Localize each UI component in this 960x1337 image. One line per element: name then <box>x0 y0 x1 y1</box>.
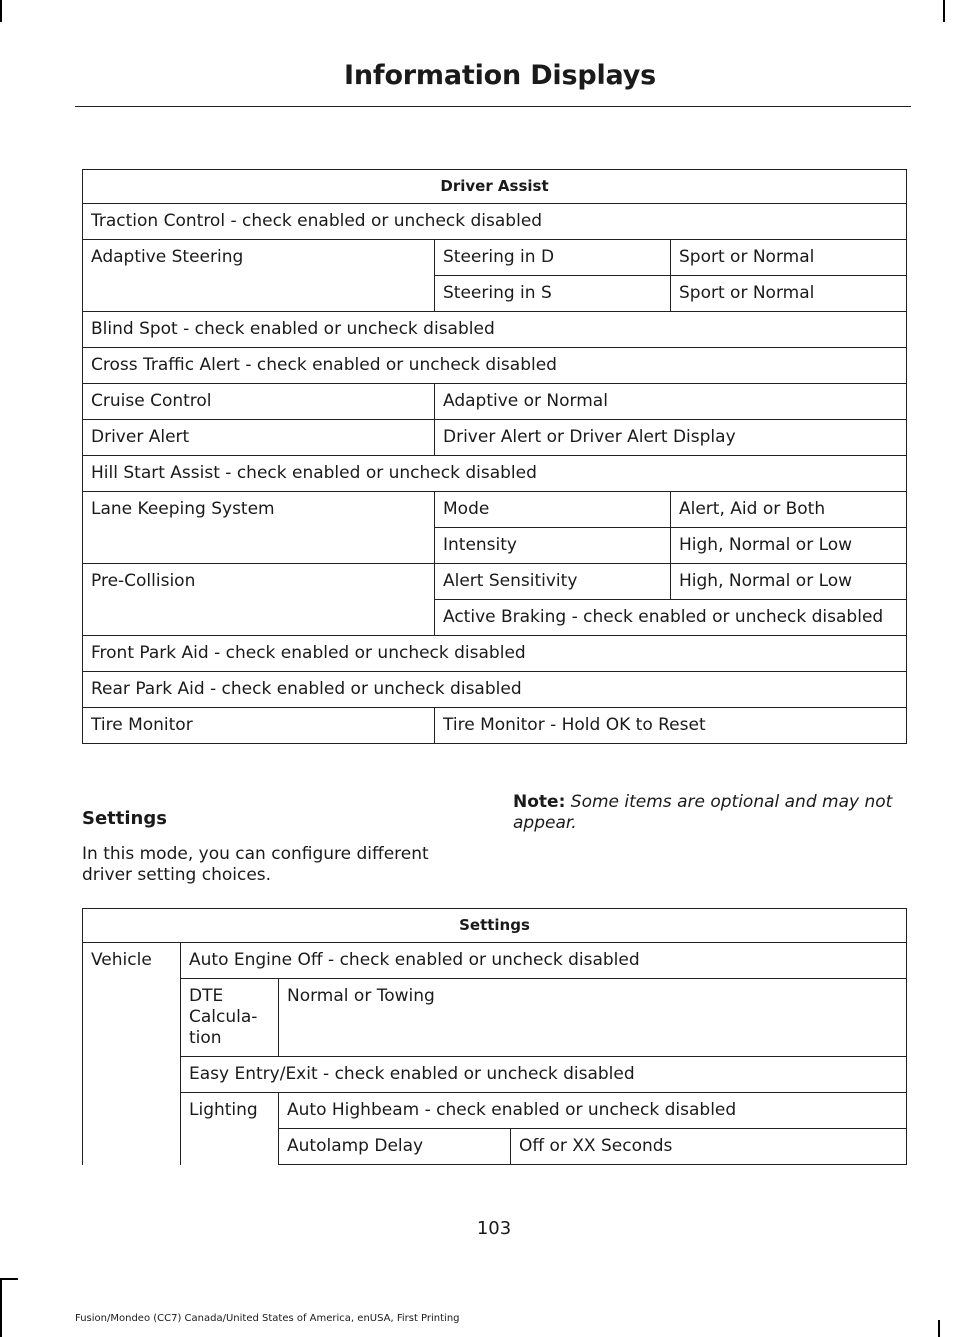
table-cell: Autolamp Delay <box>279 1129 511 1165</box>
table-cell: Traction Control - check enabled or uncheck disabled <box>83 204 907 240</box>
table-cell: Adaptive Steering <box>83 240 435 312</box>
table-row <box>83 384 907 420</box>
table-row <box>83 312 907 348</box>
table-heading: Settings <box>83 909 907 943</box>
table-row <box>83 348 907 384</box>
note-text: Some items are optional and may not appear. <box>513 792 893 833</box>
settings-table <box>82 908 907 1165</box>
table-cell: Intensity <box>435 528 671 564</box>
note-paragraph <box>513 792 908 834</box>
table-row <box>83 420 907 456</box>
crop-mark-bottom-right <box>938 1320 940 1337</box>
driver-assist-table <box>82 169 907 744</box>
table-row <box>83 492 907 528</box>
section-heading: Settings <box>82 808 167 829</box>
table-cell: Cross Traffic Alert - check enabled or uncheck disabled <box>83 348 907 384</box>
table-row <box>83 979 907 1057</box>
table-heading: Driver Assist <box>83 170 907 204</box>
crop-mark-top-right <box>943 0 945 22</box>
note-label: Note: <box>513 792 566 812</box>
table-row <box>83 240 907 276</box>
table-cell: Tire Monitor - Hold OK to Reset <box>435 708 907 744</box>
table-cell: Auto Engine Off - check enabled or uncheck disabled <box>181 943 907 979</box>
table-cell: Pre-Collision <box>83 564 435 636</box>
header-divider <box>75 106 911 107</box>
table-cell: Sport or Normal <box>671 276 907 312</box>
table-cell: Adaptive or Normal <box>435 384 907 420</box>
table-cell: Lane Keeping System <box>83 492 435 564</box>
table-row <box>83 564 907 600</box>
table-row <box>83 204 907 240</box>
table-cell: Front Park Aid - check enabled or uncheck disabled <box>83 636 907 672</box>
table-cell: Blind Spot - check enabled or uncheck disabled <box>83 312 907 348</box>
table-cell: Driver Alert or Driver Alert Display <box>435 420 907 456</box>
table-cell: High, Normal or Low <box>671 528 907 564</box>
table-cell: DTE Calcula-tion <box>181 979 279 1057</box>
table-row <box>83 1057 907 1093</box>
table-cell: Rear Park Aid - check enabled or uncheck disabled <box>83 672 907 708</box>
table-cell: Steering in S <box>435 276 671 312</box>
table-row <box>83 170 907 204</box>
table-row <box>83 456 907 492</box>
table-cell: Off or XX Seconds <box>511 1129 907 1165</box>
table-cell: Easy Entry/Exit - check enabled or uncheck disabled <box>181 1057 907 1093</box>
table-cell: Tire Monitor <box>83 708 435 744</box>
page-number: 103 <box>476 1218 512 1239</box>
table-cell: Alert Sensitivity <box>435 564 671 600</box>
crop-mark-top-left <box>0 0 2 22</box>
crop-mark-bottom-left <box>0 1278 2 1337</box>
section-intro: In this mode, you can configure different driver setting choices. <box>82 844 429 885</box>
page-title: Information Displays <box>344 60 656 91</box>
table-cell: Active Braking - check enabled or uncheck disabled <box>435 600 907 636</box>
table-row <box>83 1093 907 1129</box>
table-row <box>83 708 907 744</box>
edition-footer: Fusion/Mondeo (CC7) Canada/United States of America, enUSA, First Printing <box>75 1313 460 1324</box>
table-cell: High, Normal or Low <box>671 564 907 600</box>
table-cell: Alert, Aid or Both <box>671 492 907 528</box>
table-row <box>83 636 907 672</box>
table-cell: Steering in D <box>435 240 671 276</box>
crop-mark-bottom-left-h <box>0 1278 18 1280</box>
table-cell: Vehicle <box>83 943 181 1165</box>
table-cell: Cruise Control <box>83 384 435 420</box>
table-cell: Auto Highbeam - check enabled or uncheck disabled <box>279 1093 907 1129</box>
table-row <box>83 943 907 979</box>
table-row <box>83 672 907 708</box>
table-cell: Normal or Towing <box>279 979 907 1057</box>
table-cell: Sport or Normal <box>671 240 907 276</box>
table-cell: Driver Alert <box>83 420 435 456</box>
table-cell: Lighting <box>181 1093 279 1165</box>
table-row <box>83 909 907 943</box>
table-cell: Mode <box>435 492 671 528</box>
table-cell: Hill Start Assist - check enabled or uncheck disabled <box>83 456 907 492</box>
